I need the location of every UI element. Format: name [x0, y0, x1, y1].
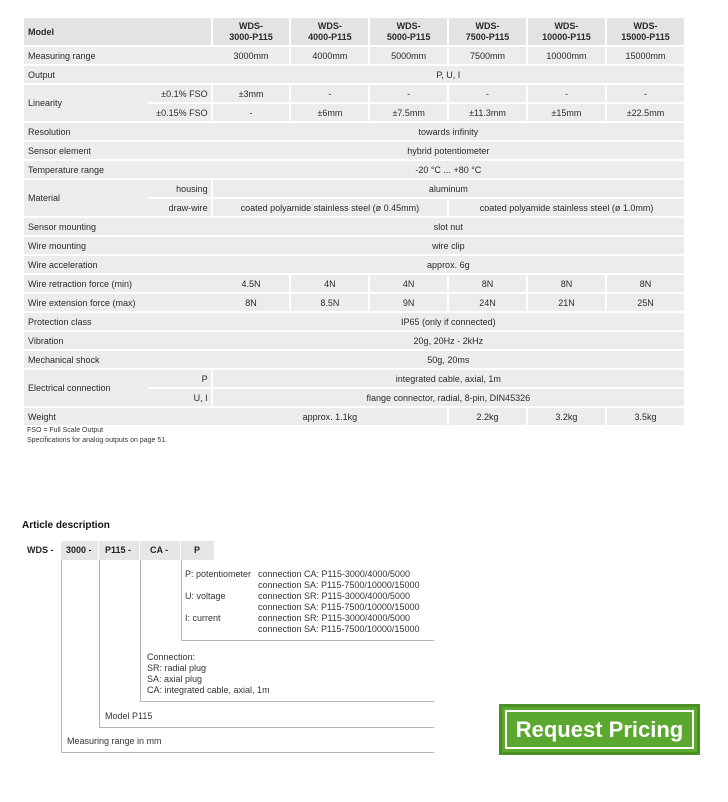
table-row	[24, 351, 684, 368]
table-cell: 50g, 20ms	[213, 351, 684, 368]
row-label: Material	[24, 180, 148, 216]
footnote-fso: FSO = Full Scale Output	[27, 427, 104, 434]
code-segment-model: P115 -	[99, 541, 139, 560]
output-option-potentiometer: P: potentiometer	[185, 569, 252, 579]
table-cell: approx. 1.1kg	[213, 408, 449, 425]
model-column-header: WDS- 5000-P115	[370, 18, 449, 45]
table-cell: 4000mm	[291, 47, 370, 64]
connection-legend-item: SR: radial plug	[147, 663, 207, 673]
connection-line: connection SR: P115-3000/4000/5000	[258, 613, 410, 623]
table-row	[24, 218, 684, 235]
model-header: Model	[24, 18, 213, 45]
row-label: Protection class	[24, 313, 213, 330]
model-column-header: WDS- 4000-P115	[291, 18, 370, 45]
table-cell: wire clip	[213, 237, 684, 254]
tree-line	[99, 727, 434, 728]
row-label: Wire retraction force (min)	[24, 275, 213, 292]
table-cell: -	[607, 85, 684, 102]
row-label: Vibration	[24, 332, 213, 349]
table-cell: 15000mm	[607, 47, 684, 64]
table-cell: 3000mm	[213, 47, 292, 64]
measuring-range-label: Measuring range in mm	[67, 736, 162, 746]
tree-line	[61, 752, 434, 753]
table-cell: flange connector, radial, 8-pin, DIN45326	[213, 389, 684, 406]
model-column-header: WDS- 10000-P115	[528, 18, 607, 45]
table-row	[24, 408, 684, 425]
table-cell: -	[291, 85, 370, 102]
code-segment-range: 3000 -	[61, 541, 98, 560]
table-cell: ±3mm	[213, 85, 292, 102]
table-cell: 20g, 20Hz - 2kHz	[213, 332, 684, 349]
table-cell: 2.2kg	[449, 408, 528, 425]
tree-line	[181, 560, 182, 640]
table-cell: hybrid potentiometer	[213, 142, 684, 159]
table-row	[24, 85, 684, 102]
model-column-header: WDS- 15000-P115	[607, 18, 684, 45]
table-row	[24, 237, 684, 254]
connection-line: connection CA: P115-3000/4000/5000	[258, 569, 410, 579]
table-cell: integrated cable, axial, 1m	[213, 370, 684, 387]
model-column-header: WDS- 3000-P115	[213, 18, 292, 45]
connection-legend-item: SA: axial plug	[147, 674, 203, 684]
table-row	[24, 332, 684, 349]
code-segment-output: P	[181, 541, 214, 560]
table-row	[24, 161, 684, 178]
model-column-header: WDS- 7500-P115	[449, 18, 528, 45]
footnotes	[27, 426, 167, 445]
table-cell: ±6mm	[291, 104, 370, 121]
table-cell: 8N	[213, 294, 292, 311]
table-cell: ±22.5mm	[607, 104, 684, 121]
table-cell: -	[449, 85, 528, 102]
table-cell: 8N	[607, 275, 684, 292]
table-row	[24, 256, 684, 273]
connection-line: connection SR: P115-3000/4000/5000	[258, 591, 410, 601]
table-cell: ±7.5mm	[370, 104, 449, 121]
table-row	[24, 294, 684, 311]
table-cell: 25N	[607, 294, 684, 311]
row-sublabel: draw-wire	[148, 199, 213, 216]
row-sublabel: ±0.1% FSO	[148, 85, 213, 102]
table-row	[24, 370, 684, 387]
tree-line	[181, 640, 434, 641]
connection-legend-item: CA: integrated cable, axial, 1m	[147, 685, 270, 695]
table-cell: P, U, I	[213, 66, 684, 83]
table-cell: approx. 6g	[213, 256, 684, 273]
table-cell: 10000mm	[528, 47, 607, 64]
tree-line	[140, 560, 141, 701]
output-option-current: I: current	[185, 613, 221, 623]
table-cell: 3.2kg	[528, 408, 607, 425]
row-label: Wire extension force (max)	[24, 294, 213, 311]
table-header-row	[24, 18, 684, 45]
tree-line	[99, 560, 100, 727]
table-cell: towards infinity	[213, 123, 684, 140]
table-row	[24, 123, 684, 140]
row-label: Resolution	[24, 123, 213, 140]
specification-table	[24, 16, 684, 427]
table-cell: IP65 (only if connected)	[213, 313, 684, 330]
tree-line	[61, 560, 62, 752]
table-cell: 4N	[370, 275, 449, 292]
request-pricing-label: Request Pricing	[505, 710, 694, 749]
row-label: Linearity	[24, 85, 148, 121]
table-cell: 7500mm	[449, 47, 528, 64]
table-cell: 24N	[449, 294, 528, 311]
table-row	[24, 47, 684, 64]
table-cell: 4N	[291, 275, 370, 292]
connection-line: connection SA: P115-7500/10000/15000	[258, 602, 420, 612]
tree-line	[140, 701, 434, 702]
row-sublabel: U, I	[148, 389, 213, 406]
table-cell: -20 °C ... +80 °C	[213, 161, 684, 178]
table-cell: 9N	[370, 294, 449, 311]
table-row	[24, 142, 684, 159]
row-label: Electrical connection	[24, 370, 148, 406]
connection-line: connection SA: P115-7500/10000/15000	[258, 580, 420, 590]
table-row	[24, 275, 684, 292]
row-label: Temperature range	[24, 161, 213, 178]
row-sublabel: ±0.15% FSO	[148, 104, 213, 121]
table-cell: 3.5kg	[607, 408, 684, 425]
table-row	[24, 313, 684, 330]
table-cell: 8N	[449, 275, 528, 292]
connection-legend-title: Connection:	[147, 652, 196, 662]
table-row	[24, 180, 684, 197]
row-label: Weight	[24, 408, 213, 425]
table-cell: coated polyamide stainless steel (ø 0.45mm)	[213, 199, 449, 216]
footnote-analog: Specifications for analog outputs on page 51.	[27, 436, 168, 444]
row-label: Sensor element	[24, 142, 213, 159]
table-cell: 4.5N	[213, 275, 292, 292]
table-cell: 8N	[528, 275, 607, 292]
row-sublabel: P	[148, 370, 213, 387]
table-cell: 21N	[528, 294, 607, 311]
table-cell: ±15mm	[528, 104, 607, 121]
row-label: Sensor mounting	[24, 218, 213, 235]
output-option-voltage: U: voltage	[185, 591, 226, 601]
table-cell: 5000mm	[370, 47, 449, 64]
row-label: Wire acceleration	[24, 256, 213, 273]
table-row	[24, 66, 684, 83]
code-segment-wds: WDS -	[27, 545, 54, 555]
table-cell: coated polyamide stainless steel (ø 1.0mm)	[449, 199, 684, 216]
table-cell: 8.5N	[291, 294, 370, 311]
table-cell: aluminum	[213, 180, 684, 197]
article-description-title: Article description	[22, 520, 110, 531]
code-segment-connection: CA -	[140, 541, 180, 560]
table-cell: -	[213, 104, 292, 121]
row-label: Measuring range	[24, 47, 213, 64]
request-pricing-button[interactable]	[499, 704, 700, 755]
row-label: Output	[24, 66, 213, 83]
row-label: Mechanical shock	[24, 351, 213, 368]
table-cell: ±11.3mm	[449, 104, 528, 121]
connection-line: connection SA: P115-7500/10000/15000	[258, 624, 420, 634]
table-cell: -	[528, 85, 607, 102]
row-sublabel: housing	[148, 180, 213, 197]
table-cell: slot nut	[213, 218, 684, 235]
table-cell: -	[370, 85, 449, 102]
row-label: Wire mounting	[24, 237, 213, 254]
model-label: Model P115	[105, 711, 153, 721]
